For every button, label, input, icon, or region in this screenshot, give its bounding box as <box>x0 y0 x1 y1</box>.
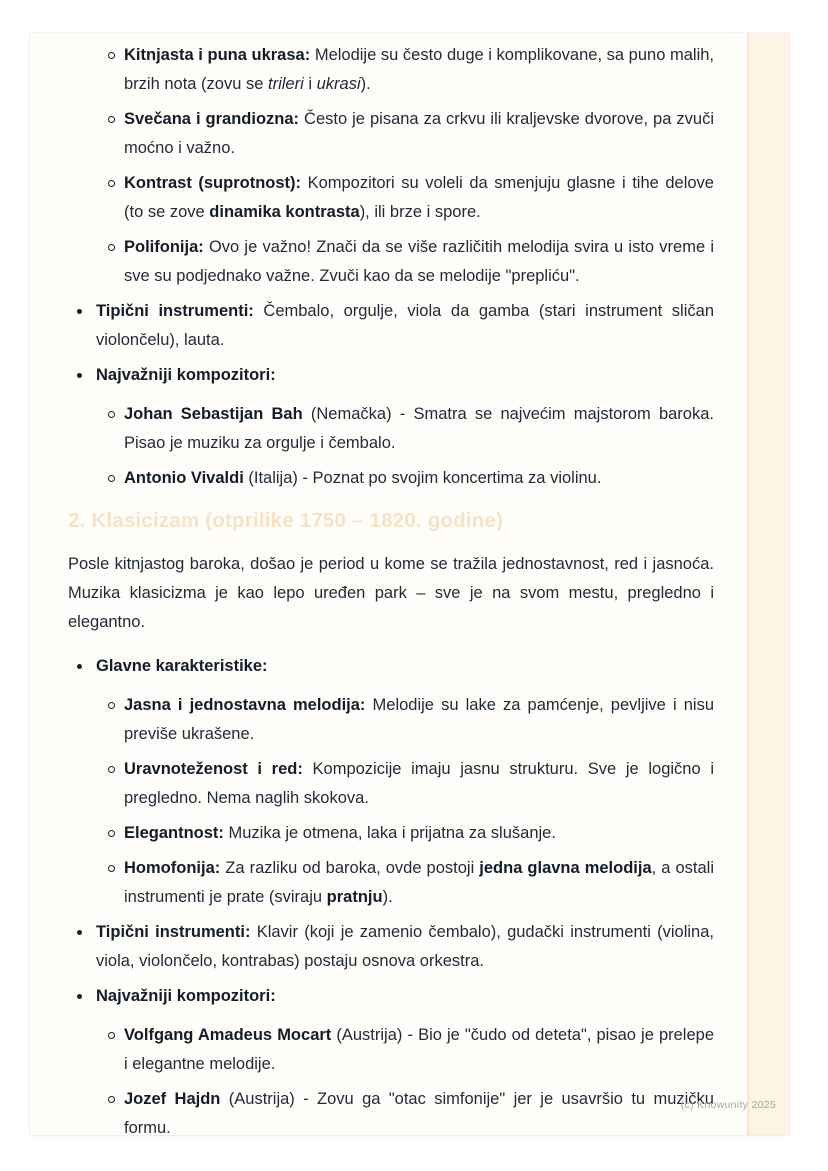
baroque-top-list <box>68 297 714 493</box>
list-item-text: Tipični instrumenti: Čembalo, orgulje, viola da gamba (stari instrument sličan violončelu), lauta. <box>96 302 714 349</box>
list-item-kontrast <box>68 169 714 227</box>
list-item-svecana <box>68 105 714 163</box>
item-label: Najvažniji kompozitori: <box>96 987 276 1005</box>
section-heading-klasicizam: 2. Klasicizam (otprilike 1750 – 1820. godine) <box>68 509 504 532</box>
item-label: Homofonija: <box>124 859 221 877</box>
bullet-circle-icon <box>108 116 115 123</box>
list-item-hajdn <box>68 1085 714 1143</box>
bullet-circle-icon <box>108 702 115 709</box>
list-item-kitnjasta <box>68 41 714 99</box>
classicism-characteristics-list <box>68 691 714 912</box>
list-item-text: Jasna i jednostavna melodija: Melodije su lake za pamćenje, pevljive i nisu previše ukrašene. <box>124 696 714 743</box>
list-item-text: Antonio Vivaldi (Italija) - Poznat po svojim koncertima za violinu. <box>124 469 602 487</box>
baroque-characteristics-list <box>68 41 714 291</box>
list-item-jasna <box>68 691 714 749</box>
list-item-text: Johan Sebastijan Bah (Nemačka) - Smatra se najvećim majstorom baroka. Pisao je muziku za orgulje i čembalo. <box>124 405 714 452</box>
item-label: Tipični instrumenti: <box>96 302 254 320</box>
bullet-disc-icon <box>77 994 82 999</box>
bullet-circle-icon <box>108 1032 115 1039</box>
list-item-text: Volfgang Amadeus Mocart (Austrija) - Bio je "čudo od deteta", pisao je prelepe i elegantne melodije. <box>124 1026 715 1073</box>
item-label: Najvažniji kompozitori: <box>96 366 276 384</box>
item-label: Uravnoteženost i red: <box>124 760 303 778</box>
item-label: Polifonija: <box>124 238 204 256</box>
document-content <box>68 41 714 1149</box>
bullet-circle-icon <box>108 1096 115 1103</box>
document-page <box>30 33 789 1135</box>
list-item-vivaldi <box>68 464 714 493</box>
list-item-text: Elegantnost: Muzika je otmena, laka i prijatna za slušanje. <box>124 824 556 842</box>
list-item-text: Uravnoteženost i red: Kompozicije imaju jasnu strukturu. Sve je logično i pregledno. Nema naglih skokova. <box>124 760 714 807</box>
list-item-text: Kitnjasta i puna ukrasa: Melodije su često duge i komplikovane, sa puno malih, brzih nota (zovu se trileri i ukrasi). <box>124 46 714 93</box>
bullet-disc-icon <box>77 664 82 669</box>
list-item-text: Polifonija: Ovo je važno! Znači da se više različitih melodija svira u isto vreme i sve su podjednako važne. Zvuči kao da se melodije "prepliću". <box>124 238 714 285</box>
item-label: Glavne karakteristike: <box>96 657 268 675</box>
item-label: Elegantnost: <box>124 824 224 842</box>
list-item-text: Homofonija: Za razliku od baroka, ovde postoji jedna glavna melodija, a ostali instrumenti je prate (sviraju pratnju). <box>124 859 714 906</box>
item-label: Volfgang Amadeus Mocart <box>124 1026 332 1044</box>
list-item-text: Tipični instrumenti: Klavir (koji je zamenio čembalo), gudački instrumenti (violina, viola, violončelo, kontrabas) postaju osnova orkestra. <box>96 923 714 970</box>
classicism-composers-list <box>68 1021 714 1143</box>
list-item-elegantnost <box>68 819 714 848</box>
list-item-bah <box>68 400 714 458</box>
item-label: Kontrast (suprotnost): <box>124 174 302 192</box>
item-label: Tipični instrumenti: <box>96 923 251 941</box>
bullet-circle-icon <box>108 865 115 872</box>
item-label: Jozef Hajdn <box>124 1090 221 1108</box>
item-label: Svečana i grandiozna: <box>124 110 300 128</box>
item-label: Johan Sebastijan Bah <box>124 405 303 423</box>
bullet-disc-icon <box>77 309 82 314</box>
bullet-circle-icon <box>108 475 115 482</box>
classicism-top-list <box>68 652 714 1143</box>
bullet-circle-icon <box>108 766 115 773</box>
classicism-intro-paragraph: Posle kitnjastog baroka, došao je period u kome se tražila jednostavnost, red i jasnoća. Muzika klasicizma je kao lepo uređen park – sve je na svom mestu, pregledno i elegantno. <box>68 555 714 631</box>
bullet-disc-icon <box>77 930 82 935</box>
bullet-circle-icon <box>108 411 115 418</box>
bullet-circle-icon <box>108 180 115 187</box>
list-item-baroque-composers-label <box>68 361 714 390</box>
list-item-classicism-composers-label <box>68 982 714 1011</box>
item-label: Jasna i jednostavna melodija: <box>124 696 366 714</box>
list-item-text: Svečana i grandiozna: Često je pisana za crkvu ili kraljevske dvorove, pa zvuči moćno i važno. <box>124 110 715 157</box>
item-label: Kitnjasta i puna ukrasa: <box>124 46 311 64</box>
list-item-homofonija <box>68 854 714 912</box>
page-edge-strip <box>747 33 789 1135</box>
list-item-polifonija <box>68 233 714 291</box>
list-item-mocart <box>68 1021 714 1079</box>
list-item-classicism-instruments <box>68 918 714 976</box>
baroque-composers-list <box>68 400 714 493</box>
list-item-uravnotezenost <box>68 755 714 813</box>
list-item-baroque-instruments <box>68 297 714 355</box>
bullet-circle-icon <box>108 52 115 59</box>
bullet-circle-icon <box>108 244 115 251</box>
list-item-text: Jozef Hajdn (Austrija) - Zovu ga "otac simfonije" jer je usavršio tu muzičku formu. <box>124 1090 714 1137</box>
list-item-classicism-characteristics-label <box>68 652 714 681</box>
bullet-circle-icon <box>108 830 115 837</box>
item-label: Antonio Vivaldi <box>124 469 244 487</box>
bullet-disc-icon <box>77 373 82 378</box>
copyright-watermark: (c) Knowunity 2025 <box>680 1099 776 1111</box>
list-item-text: Kontrast (suprotnost): Kompozitori su voleli da smenjuju glasne i tihe delove (to se zove dinamika kontrasta), ili brze i spore. <box>124 174 714 221</box>
